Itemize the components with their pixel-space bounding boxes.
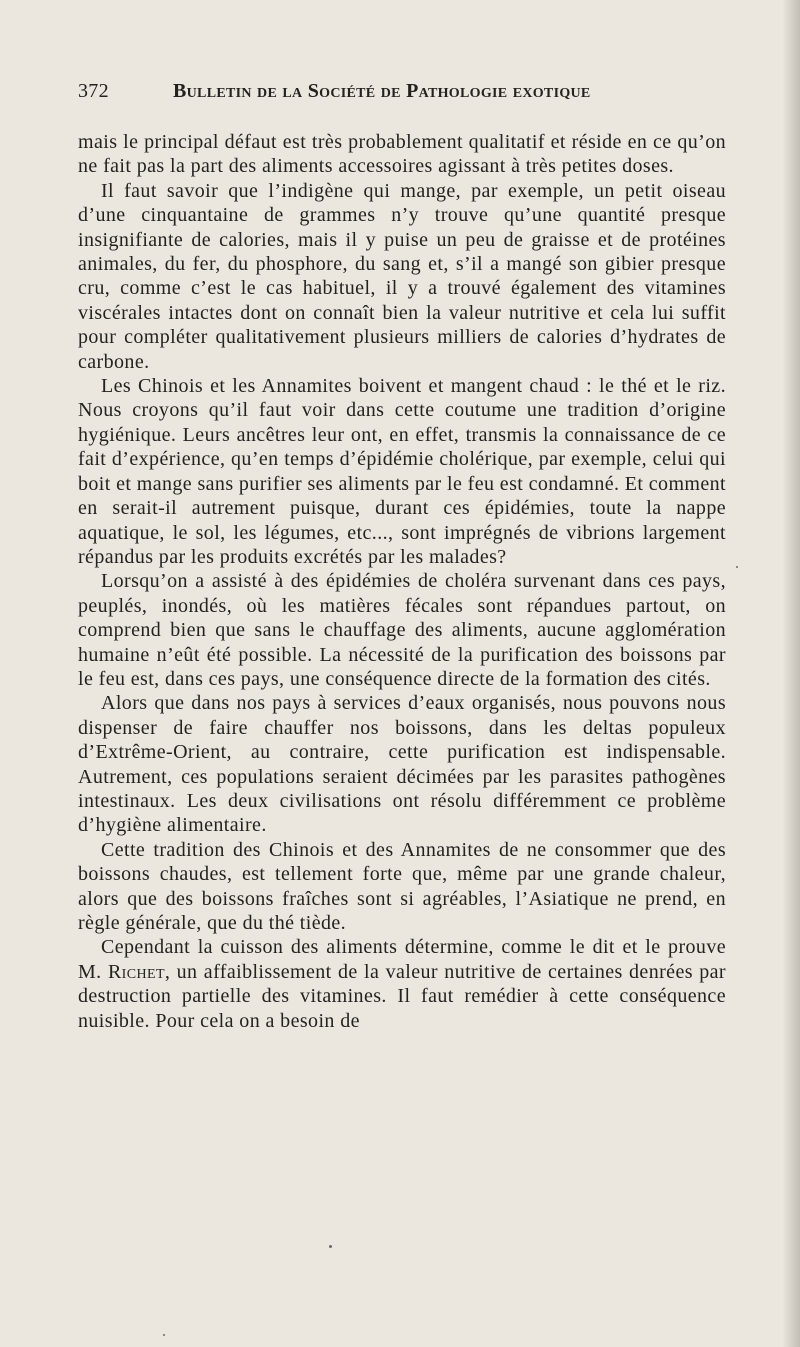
paper-speck [736, 566, 738, 568]
paragraph-7-text-before: Cependant la cuisson des aliments détermine, comme le dit et le prouve M. [78, 936, 726, 983]
running-title: Bulletin de la Société de Pathologie exotique [173, 80, 591, 102]
page-number: 372 [78, 80, 109, 102]
paragraph-3: Les Chinois et les Annamites boivent et mangent chaud : le thé et le riz. Nous croyons qu’il faut voir dans cette coutume une tradition d’origine hygiénique. Leurs ancêtres leur ont, en effet, transmis la connaissance de ce fait d’expérience, qu’en temps d’épidémie cholérique, par exemple, celui qui boit et mange sans purifier ses aliments par le feu est condamné. Et comment en serait-il autrement puisque, durant ces épidémies, toute la nappe aquatique, le sol, les légumes, etc..., sont imprégnés de vibrions largement répandus par les produits excrétés par les malades? [78, 375, 726, 568]
page-header [78, 80, 728, 110]
paragraph-5: Alors que dans nos pays à services d’eaux organisés, nous pouvons nous dispenser de faire chauffer nos boissons, dans les deltas populeux d’Extrême-Orient, au contraire, cette purification est indispensable. Autrement, ces populations seraient décimées par les parasites pathogènes intestinaux. Les deux civilisations ont résolu différemment ce problème d’hygiène alimentaire. [78, 692, 726, 837]
paragraph-4: Lorsqu’on a assisté à des épidémies de choléra survenant dans ces pays, peuplés, inondés, où les matières fécales sont répandues partout, on comprend bien que sans le chauffage des aliments, aucune agglomération humaine n’eût été possible. La nécessité de la purification des boissons par le feu est, dans ces pays, une conséquence directe de la formation des cités. [78, 570, 726, 690]
paper-speck [329, 1245, 332, 1248]
paragraph-7-text-after: , un affaiblissement de la valeur nutritive de certaines denrées par destruction partielle des vitamines. Il faut remédier à cette conséquence nuisible. Pour cela on a besoin de [78, 960, 726, 1032]
paragraph-7 [78, 935, 726, 1033]
author-name: Richet [107, 960, 165, 983]
paragraph-2: Il faut savoir que l’indigène qui mange, par exemple, un petit oiseau d’une cinquantaine de grammes n’y trouve qu’une quantité presque insignifiante de calories, mais il y puise un peu de graisse et de protéines animales, du fer, du phosphore, du sang et, s’il a mangé son gibier presque cru, comme c’est le cas habituel, il y a trouvé également des vitamines viscérales intactes dont on connaît bien la valeur nutritive et cela lui suffit pour compléter qualitativement plusieurs milliers de calories d’hydrates de carbone. [78, 179, 726, 373]
body-text [78, 130, 726, 1033]
paper-speck [163, 1334, 165, 1336]
paragraph-6: Cette tradition des Chinois et des Annamites de ne consommer que des boissons chaudes, est tellement forte que, même par une grande chaleur, alors que des boissons fraîches sont si agréables, l’Asiatique ne prend, en règle générale, que du thé tiède. [78, 838, 726, 934]
paragraph-1: mais le principal défaut est très probablement qualitatif et réside en ce qu’on ne fait pas la part des aliments accessoires agissant à très petites doses. [78, 131, 726, 178]
